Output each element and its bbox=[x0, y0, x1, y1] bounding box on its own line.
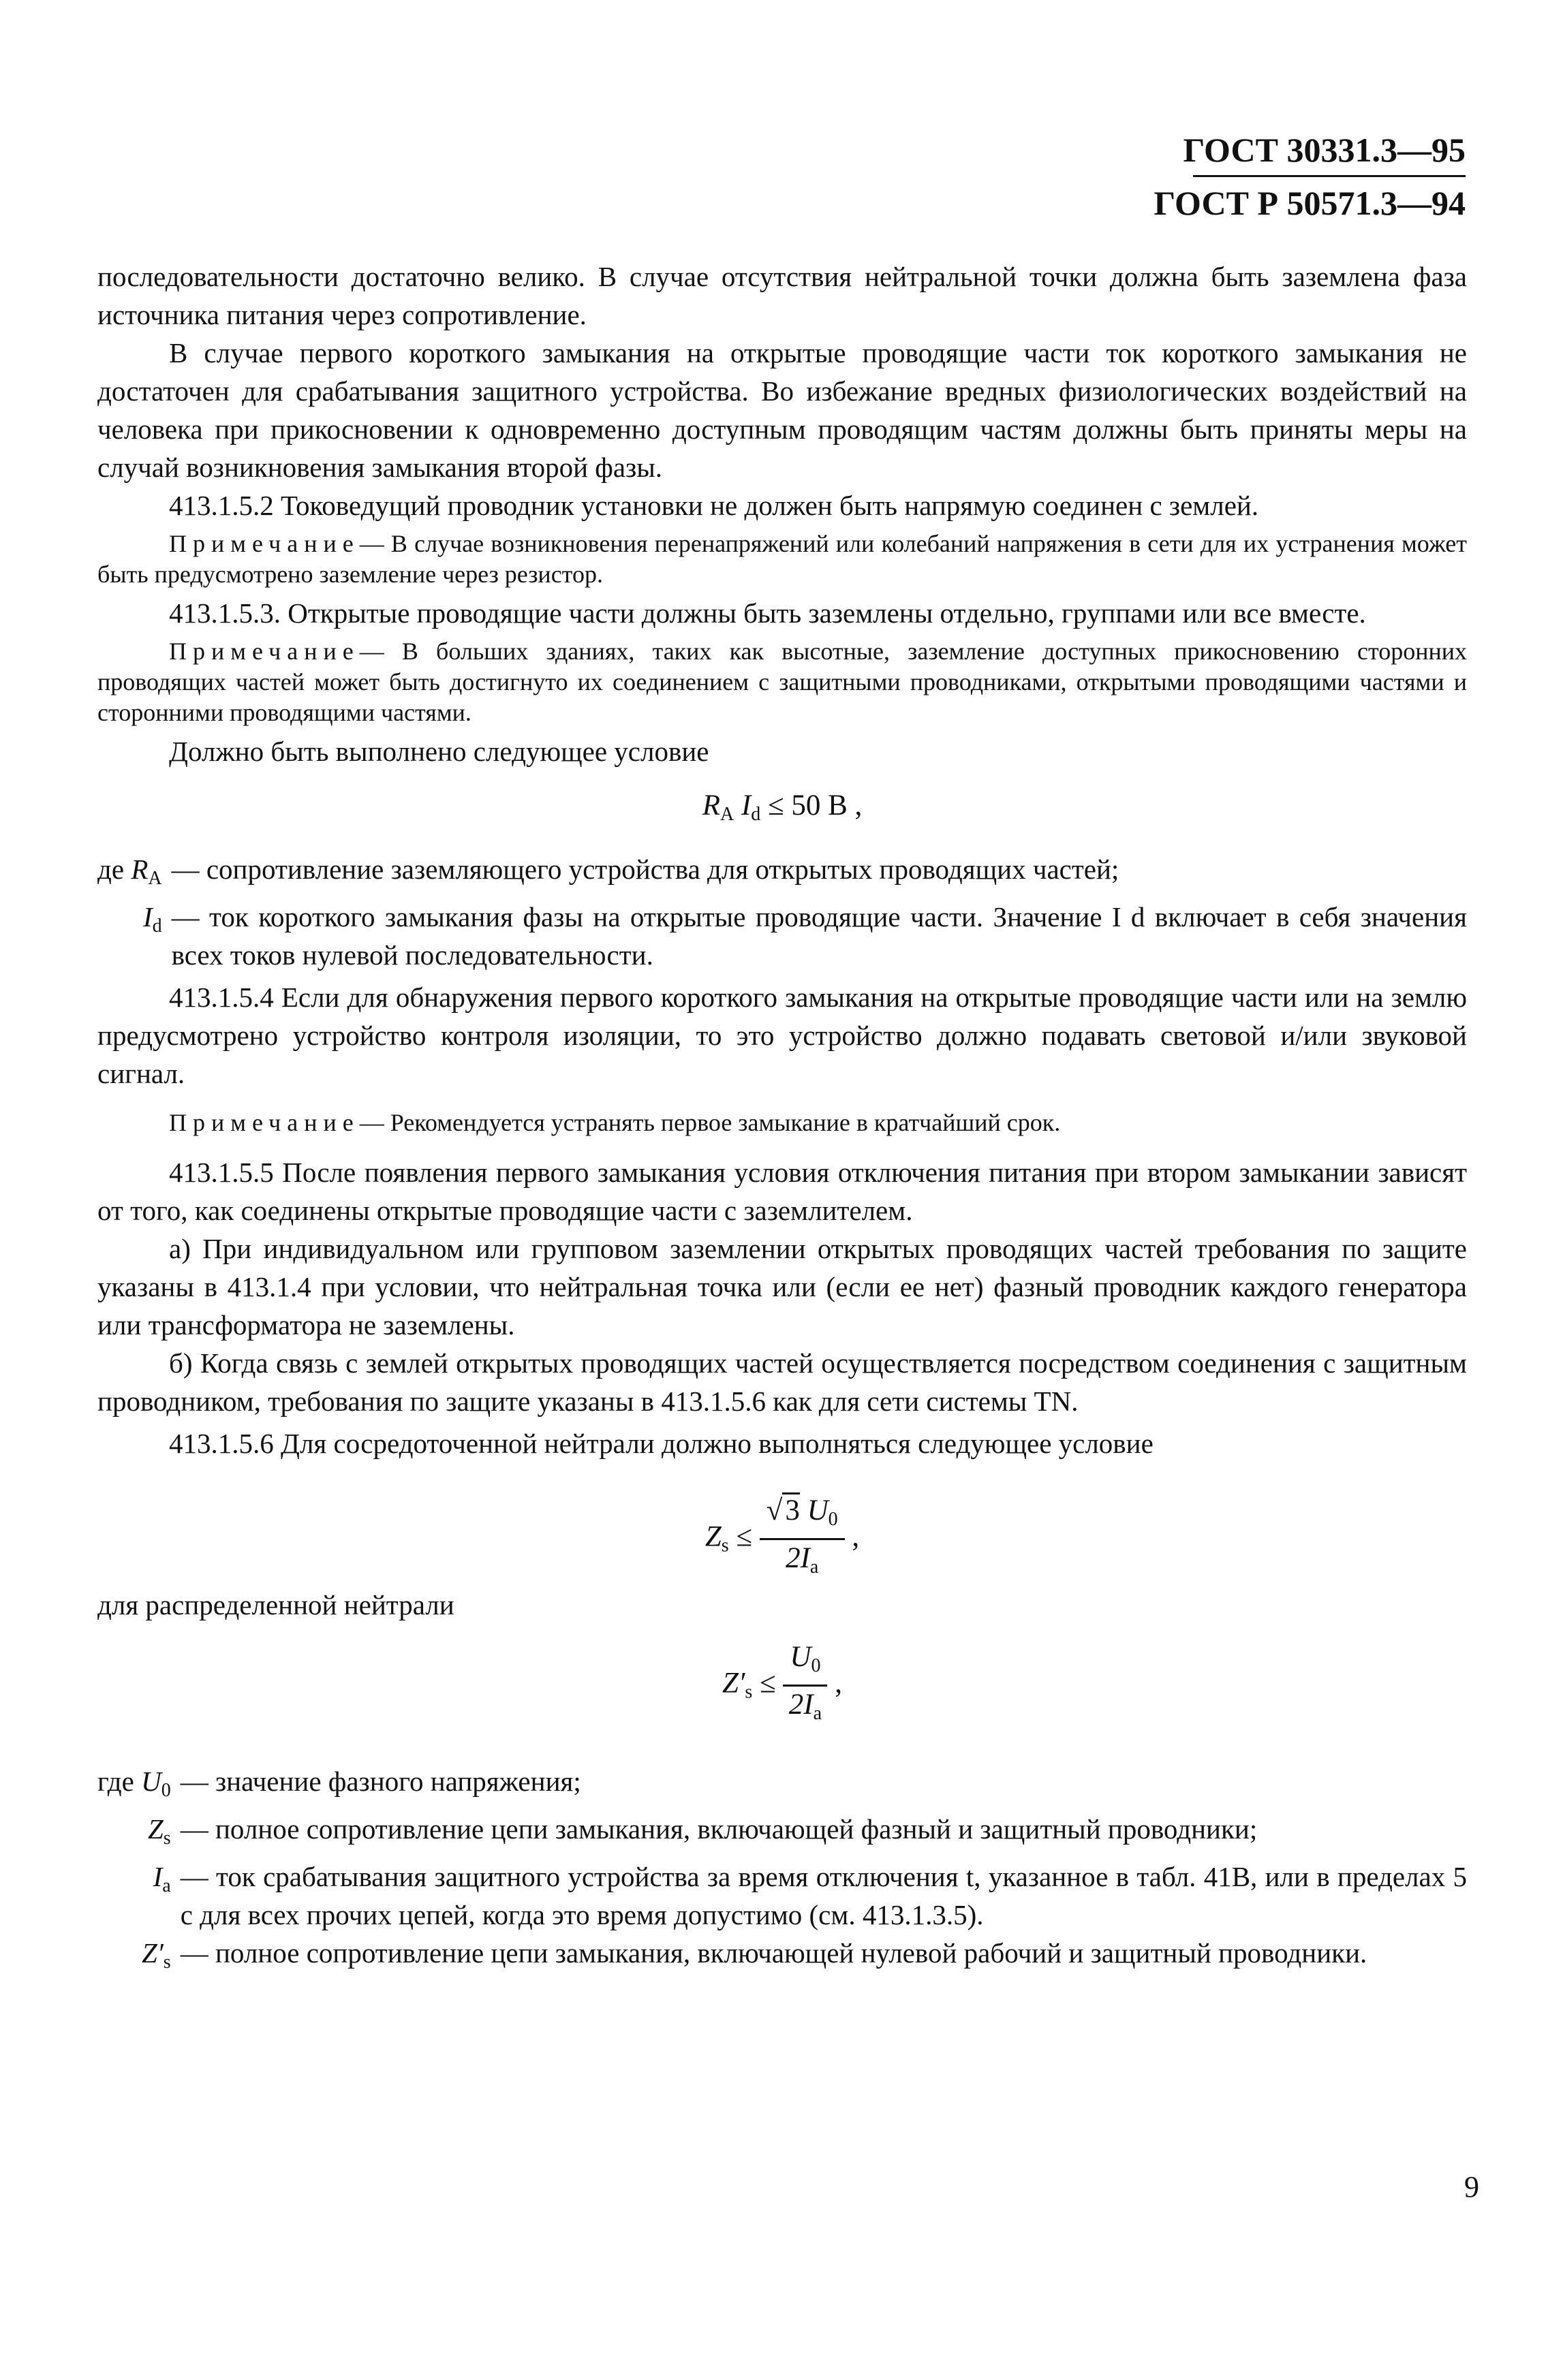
definition-key: $Z'_s$ bbox=[142, 1937, 171, 1973]
definition-key: где $U_0$ bbox=[97, 1766, 171, 1801]
clause-413-1-5-6: 413.1.5.6 Для сосредоточенной нейтрали должно выполняться следующее условие bbox=[169, 1428, 1154, 1459]
formula-zs-prime: $Z'_s$ ≤ $\frac{U_0}{2I_a}$ , bbox=[97, 1639, 1467, 1732]
paragraph: Должно быть выполнено следующее условие bbox=[169, 736, 709, 767]
definition-text: — сопротивление заземляющего устройства для открытых проводящих частей; bbox=[171, 854, 1119, 885]
definition-key: де $R_A$ bbox=[97, 854, 162, 889]
fraction: $\frac{√3 U_0}{2I_a}$ bbox=[760, 1492, 845, 1586]
definitions-list bbox=[97, 850, 1467, 974]
paragraph: последовательности достаточно велико. В случае отсутствия нейтральной точки должна быть заземлена фаза источника питания через сопротивление. bbox=[97, 261, 1467, 330]
definition-key: $Z_s$ bbox=[147, 1813, 171, 1849]
clause-413-1-5-3: 413.1.5.3. Открытые проводящие части должны быть заземлены отдельно, группами или все вместе. bbox=[169, 597, 1366, 629]
clause-413-1-5-5: 413.1.5.5 После появления первого замыкания условия отключения питания при втором замыкании зависят от того, как соединены открытые проводящие части с заземлителем. bbox=[97, 1157, 1467, 1226]
paragraph: для распределенной нейтрали bbox=[97, 1589, 454, 1620]
note-text: — Рекомендуется устранять первое замыкание в кратчайший срок. bbox=[359, 1109, 1061, 1136]
clause-413-1-5-2: 413.1.5.2 Токоведущий проводник установки не должен быть напрямую соединен с землей. bbox=[169, 490, 1259, 521]
fraction: $\frac{U_0}{2I_a}$ bbox=[783, 1639, 827, 1732]
definition-text: — полное сопротивление цепи замыкания, включающей нулевой рабочий и защитный проводники. bbox=[180, 1937, 1367, 1969]
page-number: 9 bbox=[1464, 2170, 1479, 2204]
standard-number-1: ГОСТ 30331.3—95 bbox=[1183, 131, 1466, 169]
note-label: Примечание bbox=[169, 1109, 360, 1136]
standard-number-2: ГОСТ Р 50571.3—94 bbox=[1154, 184, 1466, 222]
definition-text: — значение фазного напряжения; bbox=[180, 1766, 581, 1797]
formula-ra-id: $R_A$ $I_d \le 50$ В , bbox=[702, 789, 863, 825]
note-text: — В случае возникновения перенапряжений или колебаний напряжения в сети для их устранения может быть предусмотрено заземление через резистор. bbox=[97, 530, 1467, 588]
definition-key: $I_d$ bbox=[142, 901, 162, 937]
definitions-list bbox=[97, 1762, 1467, 1982]
formula-symbol: I bbox=[741, 789, 752, 821]
clause-413-1-5-4: 413.1.5.4 Если для обнаружения первого короткого замыкания на открытые проводящие части или на землю предусмотрено устройство контроля изоляции, то это устройство должно подавать световой и/или звуковой сигнал. bbox=[97, 982, 1467, 1089]
formula-symbol: R bbox=[702, 789, 720, 821]
note-label: Примечание bbox=[169, 530, 360, 557]
formula-zs: $Z_s$ ≤ $\frac{√3 U_0}{2I_a}$ , bbox=[97, 1492, 1467, 1586]
note-label: Примечание bbox=[169, 638, 360, 665]
note bbox=[97, 1108, 1467, 1138]
note bbox=[97, 529, 1467, 590]
paragraph: б) Когда связь с землей открытых проводящих частей осуществляется посредством соединения с защитным проводником, требования по защите указаны в 413.1.5.6 как для сети системы TN. bbox=[97, 1347, 1467, 1417]
definition-text: — полное сопротивление цепи замыкания, включающей фазный и защитный проводники; bbox=[180, 1813, 1258, 1845]
header-rule bbox=[1193, 175, 1466, 177]
definition-key: $I_a$ bbox=[153, 1861, 171, 1896]
document-body bbox=[97, 257, 1467, 1982]
definition-text: — ток срабатывания защитного устройства за время отключения t, указанное в табл. 41В, или в пределах 5 с для всех прочих цепей, когда это время допустимо (см. 413.1.3.5). bbox=[180, 1861, 1467, 1930]
note bbox=[97, 636, 1467, 728]
paragraph: В случае первого короткого замыкания на открытые проводящие части ток короткого замыкания не достаточен для срабатывания защитного устройства. Во избежание вредных физиологических воздействий на человека при прикосновении к одновременно доступным проводящим частям должны быть приняты меры на случай возникновения замыкания второй фазы. bbox=[97, 337, 1467, 483]
paragraph: а) При индивидуальном или групповом заземлении открытых проводящих частей требования по защите указаны в 413.1.4 при условии, что нейтральная точка или (если ее нет) фазный проводник каждого генератора или трансформатора не заземлены. bbox=[97, 1233, 1467, 1341]
note-text: — В больших зданиях, таких как высотные, заземление доступных прикосновению сторонних проводящих частей может быть достигнуто их соединением с защитными проводниками, открытыми проводящими частями и сторонними проводящими частями. bbox=[97, 638, 1467, 726]
definition-text: — ток короткого замыкания фазы на открытые проводящие части. Значение I d включает в себя значения всех токов нулевой последовательности. bbox=[171, 901, 1467, 971]
